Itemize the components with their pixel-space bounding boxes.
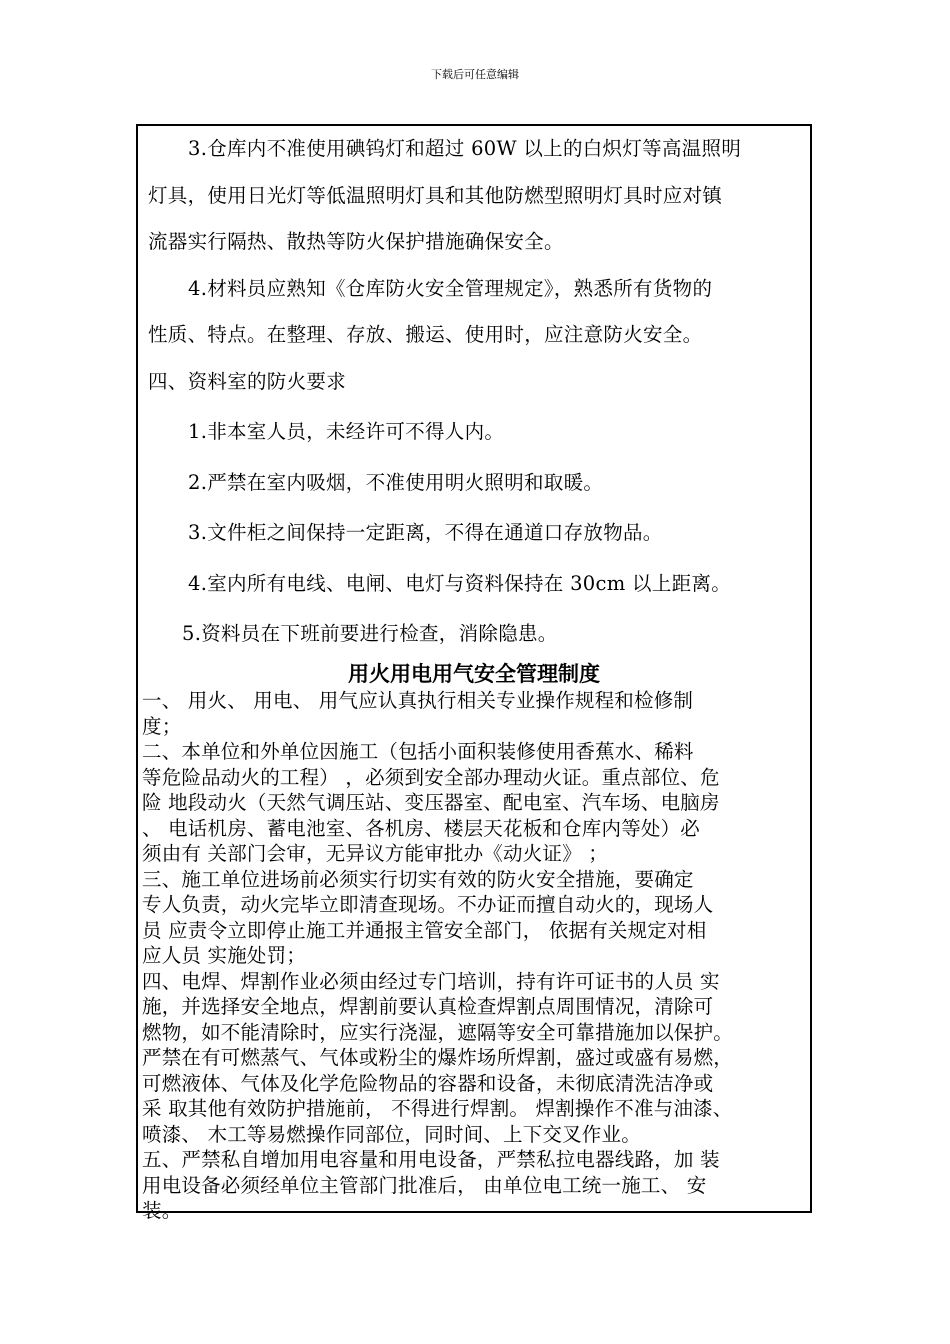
text-line: 二、本单位和外单位因施工（包括小面积装修使用香蕉水、稀料 [142, 740, 694, 763]
text-line: 采 取其他有效防护措施前， 不得进行焊割。 焊割操作不准与油漆、 [142, 1097, 733, 1120]
paragraph-line: 性质、特点。在整理、存放、搬运、使用时，应注意防火安全。 [148, 323, 703, 346]
paragraph-line: 流器实行隔热、散热等防火保护措施确保安全。 [148, 230, 564, 253]
text-line: 专人负责，动火完毕立即清查现场。不办证而擅自动火的，现场人 [142, 893, 714, 916]
text-line: 五、严禁私自增加用电容量和用电设备，严禁私拉电器线路，加 装 [142, 1148, 720, 1171]
regulation-body [138, 688, 810, 1224]
text-line: 险 地段动火（天然气调压站、变压器室、配电室、汽车场、电脑房 [142, 791, 720, 814]
text-line: 、 电话机房、蓄电池室、各机房、楼层天花板和仓库内等处）必 [142, 816, 700, 840]
paragraph-line: 3.仓库内不准使用碘钨灯和超过 60W 以上的白炽灯等高温照明 [188, 137, 742, 160]
text-line: 喷漆、 木工等易燃操作同部位，同时间、上下交叉作业。 [142, 1122, 641, 1146]
text-line: 度； [142, 714, 182, 738]
text-line: 严禁在有可燃蒸气、气体或粉尘的爆炸场所焊割，盛过或盛有易燃， [142, 1046, 734, 1069]
text-line: 须由有 关部门会审，无异议方能审批办《动火证》 ； [142, 842, 608, 865]
document-frame [136, 124, 812, 1222]
paragraph-line: 灯具，使用日光灯等低温照明灯具和其他防燃型照明灯具时应对镇 [148, 183, 723, 207]
list-item: 3.文件柜之间保持一定距离，不得在通道口存放物品。 [188, 521, 663, 544]
fire-safety-section [138, 126, 810, 658]
text-line: 等危险品动火的工程） ，必须到安全部办理动火证。重点部位、危 [142, 765, 720, 789]
text-line: 用电设备必须经单位主管部门批准后， 由单位电工统一施工、 安 [142, 1173, 707, 1197]
text-line: 员 应责令立即停止施工并通报主管安全部门， 依据有关规定对相 [142, 918, 707, 942]
text-line: 施，并选择安全地点，焊割前要认真检查焊割点周围情况，清除可 [142, 995, 714, 1018]
text-line: 四、电焊、焊割作业必须由经过专门培训，持有许可证书的人员 实 [142, 969, 720, 993]
text-line: 装。 [142, 1199, 182, 1222]
list-item: 2.严禁在室内吸烟，不准使用明火照明和取暖。 [188, 470, 604, 494]
list-item: 4.室内所有电线、电闸、电灯与资料保持在 30cm 以上距离。 [188, 571, 732, 595]
document-title: 用火用电用气安全管理制度 [348, 662, 600, 686]
text-line: 一、 用火、 用电、 用气应认真执行相关专业操作规程和检修制 [142, 689, 694, 712]
page-header: 下载后可任意编辑 [431, 68, 519, 81]
text-line: 三、施工单位进场前必须实行切实有效的防火安全措施，要确定 [142, 867, 694, 891]
text-line: 可燃液体、气体及化学危险物品的容器和设备，未彻底清洗洁净或 [142, 1071, 714, 1095]
text-line: 燃物，如不能清除时，应实行浇湿，遮隔等安全可靠措施加以保护。 [142, 1020, 734, 1044]
list-item: 1.非本室人员，未经许可不得人内。 [188, 420, 505, 443]
paragraph-line: 4.材料员应熟知《仓库防火安全管理规定》，熟悉所有货物的 [188, 276, 713, 300]
text-line: 应人员 实施处罚； [142, 944, 306, 967]
section-heading: 四、资料室的防火要求 [148, 369, 347, 393]
list-item: 5.资料员在下班前要进行检查，消除隐患。 [182, 622, 558, 645]
